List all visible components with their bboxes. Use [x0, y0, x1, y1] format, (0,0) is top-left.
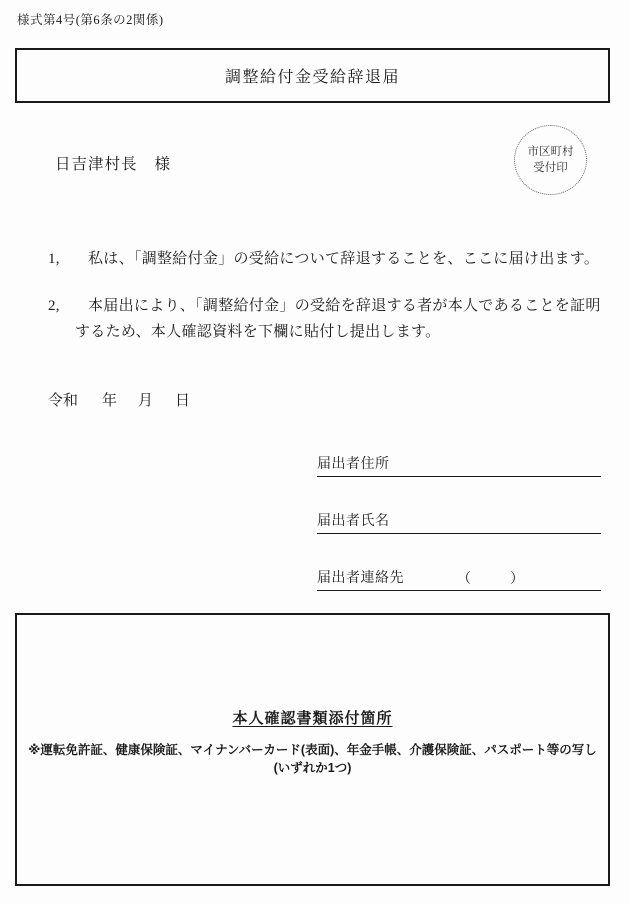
field-declarant-address-label: 届出者住所 [317, 457, 390, 472]
clause-1-number: 1, [48, 251, 60, 267]
clause-1-text: 私は、「調整給付金」の受給について辞退することを、ここに届け出ます。 [88, 251, 600, 267]
date-line [48, 389, 190, 410]
form-number: 様式第4号(第6条の2関係) [17, 13, 164, 27]
addressee-line [55, 152, 171, 174]
addressee-honorific: 様 [154, 156, 172, 173]
id-attachment-note-line1: ※運転免許証、健康保険証、マイナンバーカード(表面)、年金手帳、介護保険証、パスポート等の写し [28, 743, 597, 757]
era-label: 令和 [48, 393, 79, 409]
addressee-name: 日吉津村長 [55, 156, 138, 173]
day-label: 日 [175, 393, 191, 409]
field-declarant-contact [317, 567, 601, 591]
clause-1 [48, 246, 610, 272]
page-title: 調整給付金受給辞退届 [224, 69, 400, 86]
id-attachment-title: 本人確認書類添付箇所 [232, 711, 393, 727]
stamp-line2: 受付印 [533, 162, 568, 174]
id-attachment-note-line2: (いずれか1つ) [273, 761, 352, 775]
contact-paren-open: （ [457, 572, 472, 587]
id-attachment-note [17, 741, 608, 777]
clause-2 [48, 293, 610, 345]
clause-2-number: 2, [48, 298, 60, 314]
title-box [15, 48, 610, 103]
field-declarant-name-label: 届出者氏名 [317, 514, 390, 529]
id-attachment-box [15, 613, 610, 886]
receipt-stamp-placeholder [514, 125, 587, 195]
field-declarant-name [317, 510, 601, 534]
contact-paren-close: ） [510, 572, 525, 587]
year-label: 年 [102, 393, 118, 409]
stamp-line1: 市区町村 [527, 146, 574, 158]
month-label: 月 [138, 393, 154, 409]
field-declarant-contact-label: 届出者連絡先 [317, 571, 404, 586]
field-declarant-address [317, 453, 601, 477]
clause-2-text: 本届出により、「調整給付金」の受給を辞退する者が本人であることを証明するため、本人確認資料を下欄に貼付し提出します。 [75, 298, 601, 340]
